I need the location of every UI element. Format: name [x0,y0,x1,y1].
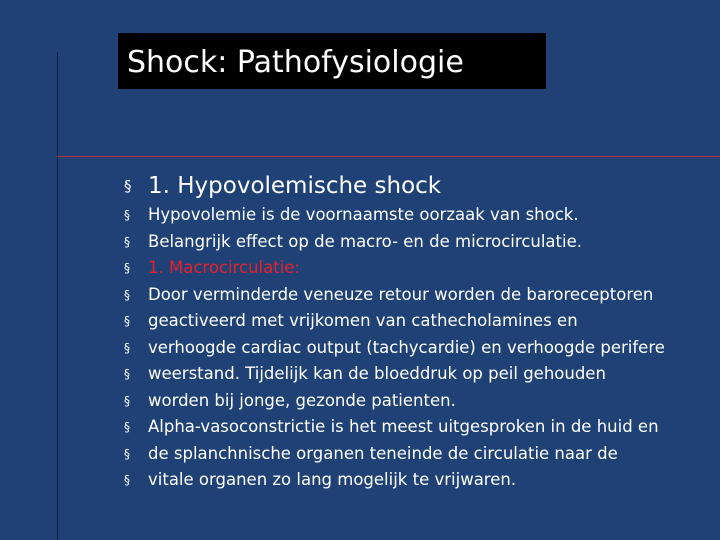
bullet-item [124,414,665,441]
bullet-marker-icon: § [124,367,130,381]
bullet-item [124,229,665,256]
bullet-marker-icon: § [124,208,130,222]
bullet-text: vitale organen zo lang mogelijk te vrijwaren. [148,470,517,489]
vertical-divider-line [57,52,58,540]
bullet-marker-icon: § [124,473,130,487]
bullet-item [124,467,665,494]
bullet-item [124,282,665,309]
bullet-text: Alpha-vasoconstrictie is het meest uitgesproken in de huid en [148,417,659,436]
slide-title: Shock: Pathofysiologie [127,45,464,80]
bullet-marker-icon: § [124,420,130,434]
bullet-marker-icon: § [124,340,130,355]
bullet-marker-icon: § [124,261,130,275]
bullet-list [124,170,665,494]
bullet-item [124,202,665,229]
bullet-text: geactiveerd met vrijkomen van cathecholamines en [148,311,578,330]
bullet-marker-icon: § [124,287,130,302]
horizontal-accent-line [57,156,720,157]
bullet-marker-icon: § [124,446,130,461]
bullet-marker-icon: § [124,234,130,249]
bullet-text: 1. Macrocirculatie: [148,258,300,277]
bullet-text: worden bij jonge, gezonde patienten. [148,390,456,410]
bullet-marker-icon: § [124,177,132,195]
bullet-item [124,308,665,335]
bullet-heading [124,170,665,202]
bullet-marker-icon: § [124,314,130,328]
title-box [118,33,546,89]
bullet-text: de splanchnische organen teneinde de circulatie naar de [148,443,618,463]
bullet-marker-icon: § [124,393,130,408]
bullet-item [124,361,665,388]
bullet-text: weerstand. Tijdelijk kan de bloeddruk op peil gehouden [148,364,606,383]
bullet-text: Hypovolemie is de voornaamste oorzaak van shock. [148,205,579,224]
bullet-item [124,388,665,415]
bullet-item [124,335,665,362]
bullet-text: Door verminderde veneuze retour worden de baroreceptoren [148,284,654,304]
bullet-item [124,441,665,468]
bullet-text: verhoogde cardiac output (tachycardie) en verhoogde perifere [148,337,665,357]
bullet-text: Belangrijk effect op de macro- en de microcirculatie. [148,231,582,251]
heading-text: 1. Hypovolemische shock [148,173,442,199]
bullet-item-highlight [124,255,665,282]
